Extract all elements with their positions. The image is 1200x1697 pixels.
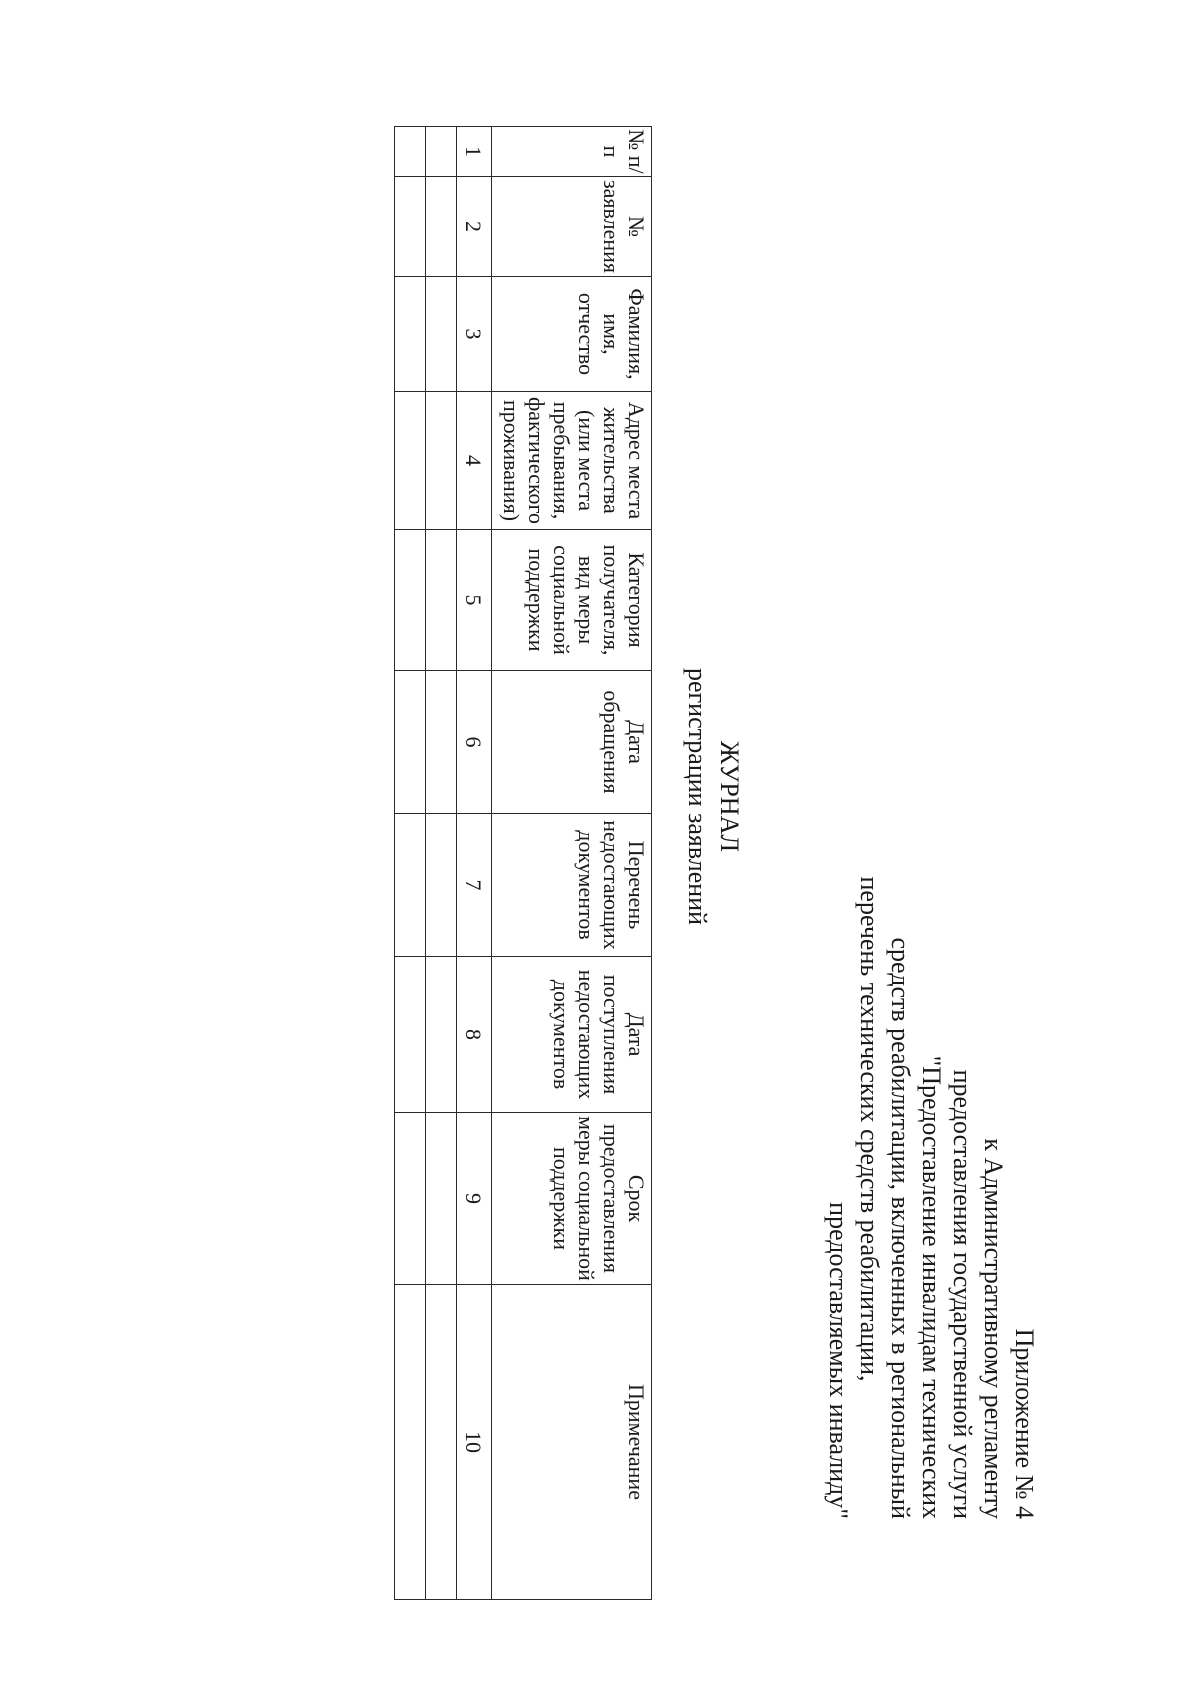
table-cell [426, 392, 457, 530]
table-cell [395, 814, 426, 957]
column-number: 3 [457, 277, 492, 392]
column-header: Фамилия, имя, отчество [492, 277, 652, 392]
table-cell [395, 127, 426, 177]
column-number: 6 [457, 671, 492, 814]
column-header: Срок предоставления меры социальной поддержки [492, 1113, 652, 1285]
table-cell [395, 392, 426, 530]
table-cell [395, 671, 426, 814]
table-row [426, 127, 457, 1600]
column-number: 10 [457, 1285, 492, 1600]
column-number: 9 [457, 1113, 492, 1285]
column-header: Дата обращения [492, 671, 652, 814]
column-number: 8 [457, 957, 492, 1113]
appendix-line: предоставляемых инвалиду" [824, 1202, 853, 1519]
column-number: 1 [457, 127, 492, 177]
appendix-line: Приложение № 4 [1010, 1328, 1039, 1519]
appendix-line: предоставления государственной услуги [948, 1069, 977, 1519]
table-cell [395, 177, 426, 277]
table-cell [395, 957, 426, 1113]
column-header: Дата поступления недостающих документов [492, 957, 652, 1113]
table-cell [395, 277, 426, 392]
registration-table [394, 126, 652, 1600]
appendix-line: средств реабилитации, включенных в региональный [886, 937, 915, 1519]
column-header: Адрес места жительства (или места пребывания, фактического проживания) [492, 392, 652, 530]
table-cell [426, 671, 457, 814]
table-header-row [492, 127, 652, 1600]
table-cell [426, 814, 457, 957]
column-number: 4 [457, 392, 492, 530]
journal-subtitle: регистрации заявлений [683, 667, 712, 926]
journal-heading [681, 0, 745, 1697]
table-cell [426, 277, 457, 392]
appendix-line: "Предоставление инвалидам технических [917, 1055, 946, 1519]
column-number: 2 [457, 177, 492, 277]
table-cell [426, 1113, 457, 1285]
table-row [395, 127, 426, 1600]
journal-title: ЖУРНАЛ [715, 741, 744, 852]
appendix-line: к Административному регламенту [979, 1138, 1008, 1519]
column-header: Перечень недостающих документов [492, 814, 652, 957]
appendix-header [823, 699, 1040, 1519]
column-header: Категория получателя, вид меры социальной поддержки [492, 530, 652, 671]
table-cell [426, 957, 457, 1113]
appendix-line: перечень технических средств реабилитации, [855, 876, 884, 1382]
column-header: Примечание [492, 1285, 652, 1600]
table-cell [426, 530, 457, 671]
table-cell [395, 530, 426, 671]
column-header: № п/п [492, 127, 652, 177]
table-cell [395, 1113, 426, 1285]
table-cell [395, 1285, 426, 1600]
column-number: 7 [457, 814, 492, 957]
column-number: 5 [457, 530, 492, 671]
column-header: № заявления [492, 177, 652, 277]
table-cell [426, 1285, 457, 1600]
column-number-row [457, 127, 492, 1600]
table-cell [426, 127, 457, 177]
table-cell [426, 177, 457, 277]
